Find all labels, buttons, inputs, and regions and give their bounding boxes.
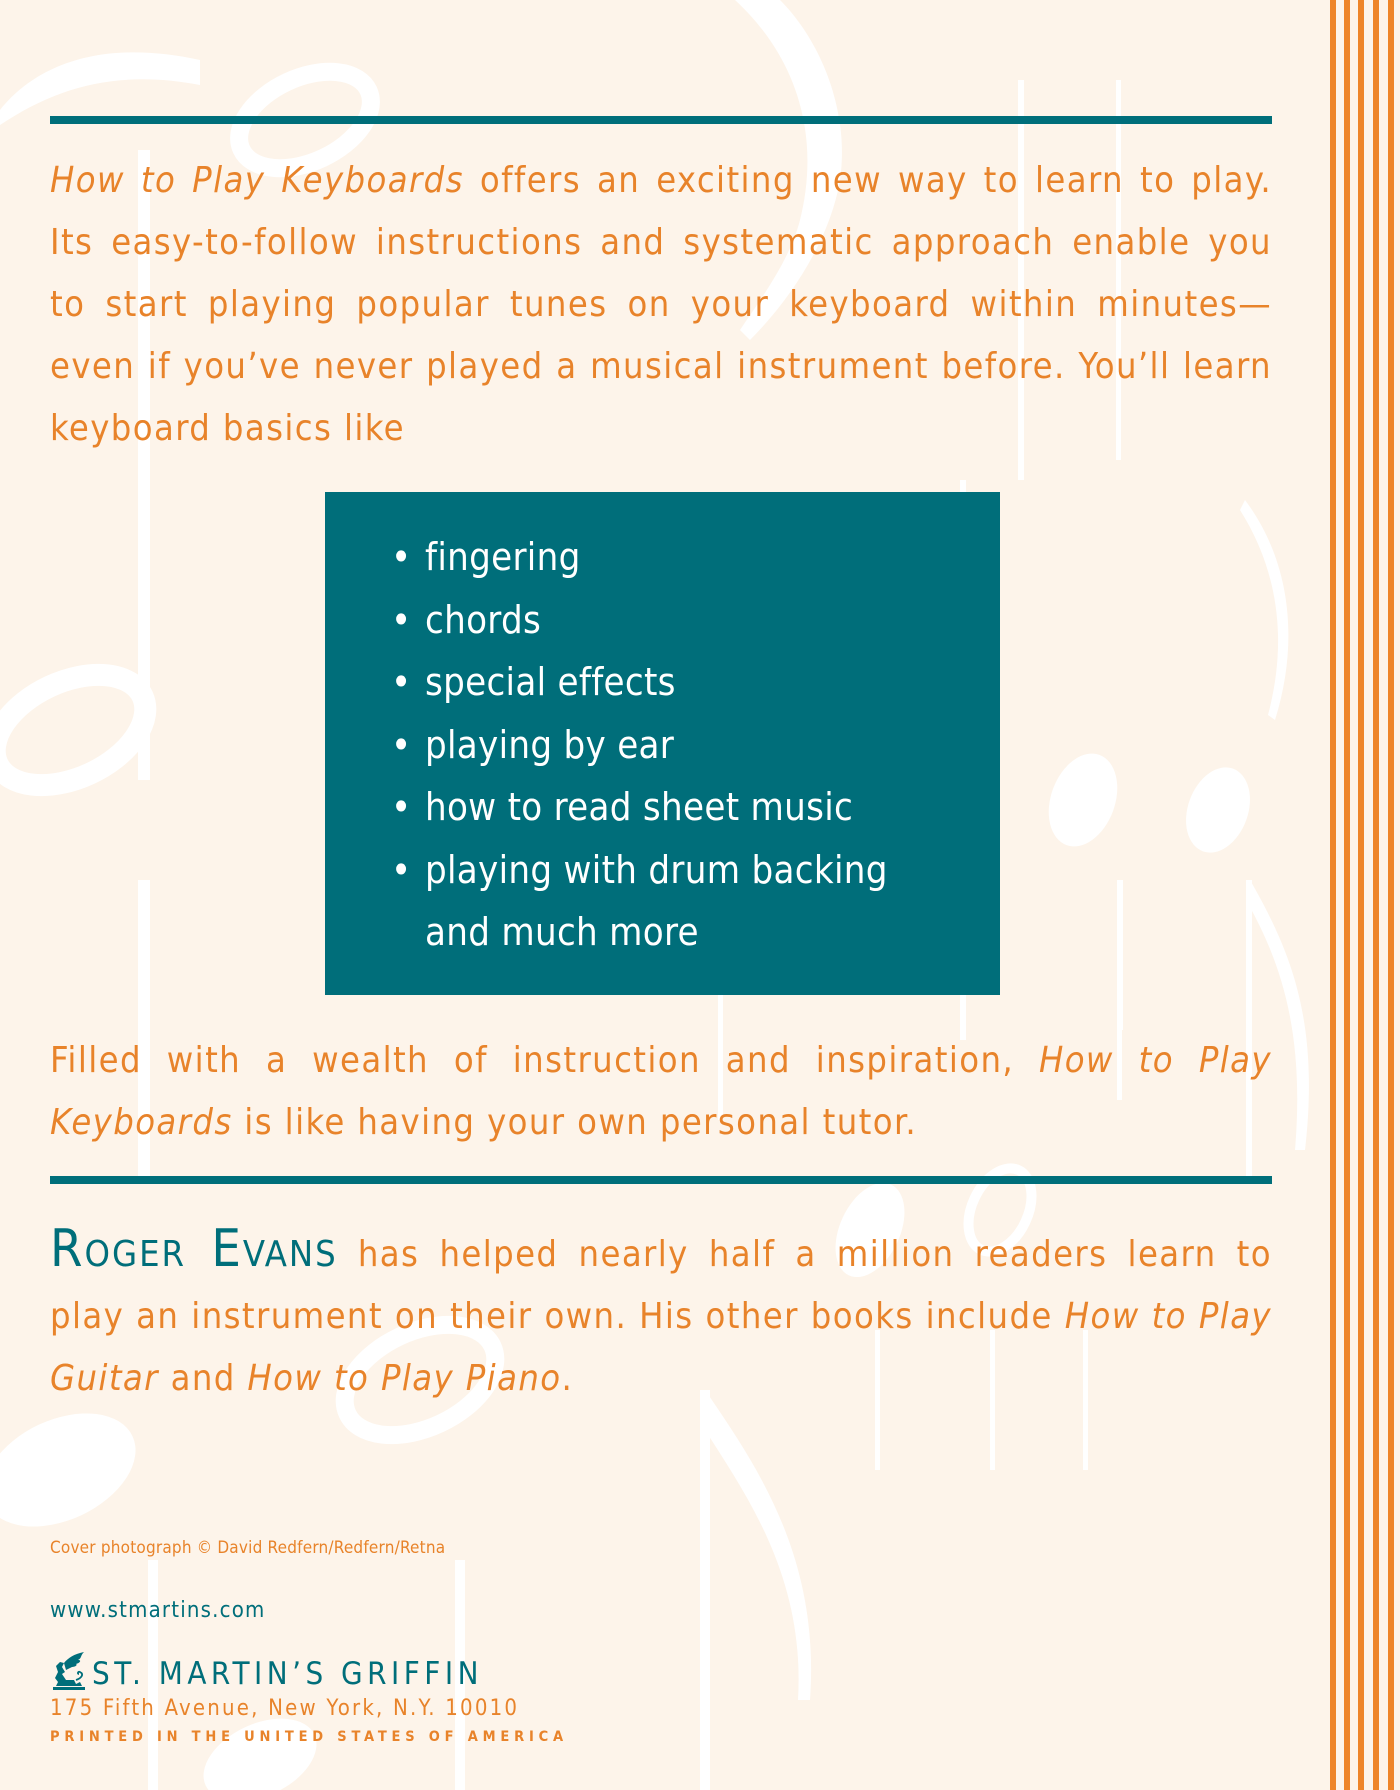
bullet-icon: •	[391, 535, 412, 579]
feature-item: • fingering	[391, 526, 888, 589]
features-box	[325, 492, 1000, 995]
intro-paragraph	[50, 150, 1272, 460]
feature-item: • playing with drum backing	[391, 839, 888, 902]
feature-item: • special effects	[391, 651, 888, 714]
features-list	[391, 526, 888, 964]
publisher-address: 175 Fifth Avenue, New York, N.Y. 10010	[50, 1696, 520, 1721]
middle-divider	[50, 1176, 1272, 1184]
bullet-icon: •	[391, 660, 412, 704]
intro-text: offers an exciting new way to learn to play. Its easy-to-follow instructions and systematic approach enable you to start playing popular tunes on your keyboard within minutes—even if you’ve never played a musical instrument before. You’ll learn keyboard basics like	[50, 160, 1272, 449]
feature-closing: and much more	[425, 910, 699, 954]
author-bio: Roger Evans has helped nearly half a million readers learn to play an instrument on their own. His other books include How to Play Guitar and How to Play Piano.	[50, 1219, 1272, 1399]
book-title: How to Play Keyboards	[50, 1040, 1272, 1143]
summary-paragraph: Filled with a wealth of instruction and inspiration, How to Play Keyboards is like having your own personal tutor.	[50, 1040, 1272, 1143]
griffin-icon	[50, 1652, 88, 1692]
bullet-icon: •	[391, 722, 412, 767]
book-title: How to Play Keyboards	[50, 160, 464, 201]
printed-in-notice: PRINTED IN THE UNITED STATES OF AMERICA	[50, 1729, 568, 1745]
other-book-title: How to Play Guitar	[50, 1296, 1272, 1399]
feature-item: • how to read sheet music	[391, 776, 888, 839]
photo-credit: Cover photograph © David Redfern/Redfern/Retna	[50, 1538, 446, 1558]
bullet-icon: •	[391, 785, 412, 829]
publisher-name: ST. MARTIN’S GRIFFIN	[92, 1656, 483, 1692]
bullet-icon: •	[391, 597, 412, 642]
author-name: Roger Evans	[50, 1219, 338, 1279]
feature-item: • playing by ear	[391, 714, 888, 777]
bullet-icon: •	[391, 847, 412, 892]
other-book-title: How to Play Piano	[247, 1358, 562, 1399]
publisher-website-link[interactable]: www.stmartins.com	[50, 1598, 266, 1623]
top-divider	[50, 116, 1272, 124]
feature-item: • chords	[391, 589, 888, 652]
publisher-logo	[50, 1652, 483, 1692]
